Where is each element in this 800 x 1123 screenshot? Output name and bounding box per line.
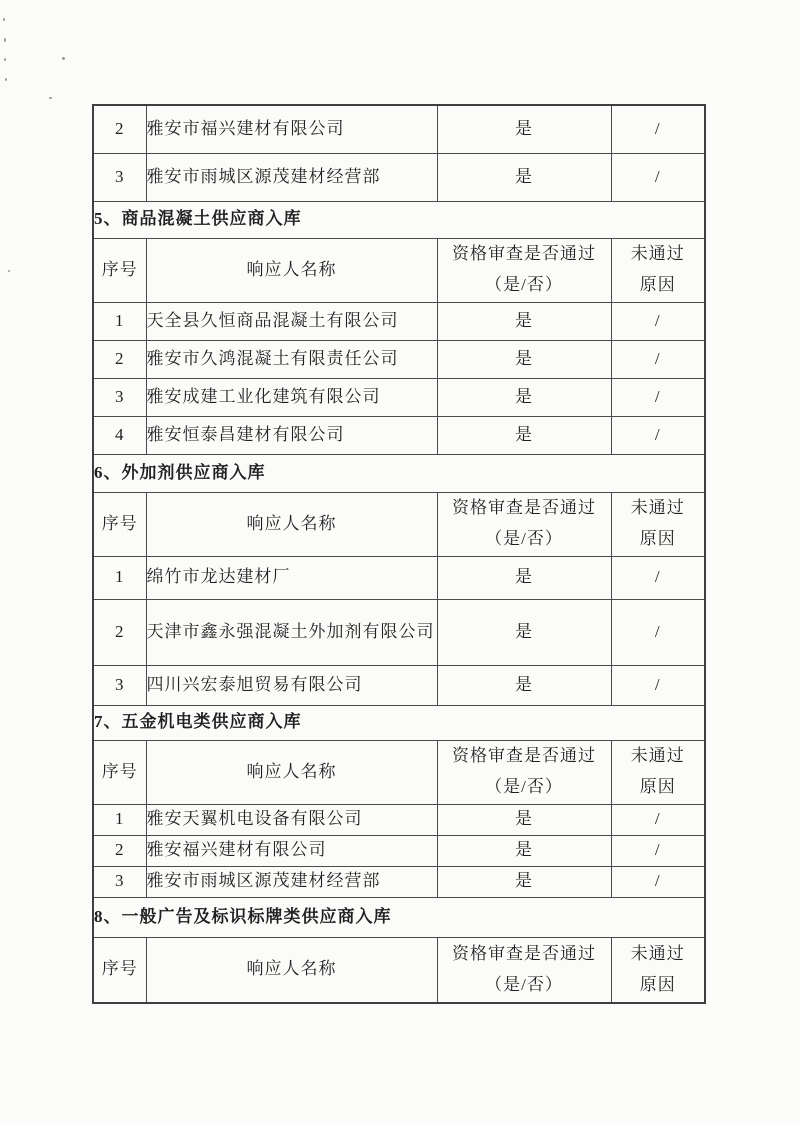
row-index: 2 bbox=[93, 599, 146, 665]
supplier-name: 雅安天翼机电设备有限公司 bbox=[146, 804, 437, 835]
supplier-name: 雅安福兴建材有限公司 bbox=[146, 835, 437, 866]
col-header-pass bbox=[437, 492, 611, 556]
col-header-pass bbox=[437, 238, 611, 302]
section-title: 7、五金机电类供应商入库 bbox=[93, 705, 705, 740]
scan-speck bbox=[8, 270, 10, 272]
col-header-pass-line2: （是/否） bbox=[485, 529, 563, 548]
row-index: 1 bbox=[93, 556, 146, 599]
col-header-reason bbox=[611, 740, 705, 804]
reason-value: / bbox=[611, 153, 705, 201]
row-index: 2 bbox=[93, 105, 146, 153]
table-row bbox=[93, 416, 705, 454]
reason-value: / bbox=[611, 866, 705, 897]
column-header-row bbox=[93, 937, 705, 1003]
col-header-pass bbox=[437, 937, 611, 1003]
section-title-row bbox=[93, 454, 705, 492]
table-row bbox=[93, 340, 705, 378]
col-header-reason-line1: 未通过 bbox=[630, 746, 685, 766]
row-index: 3 bbox=[93, 866, 146, 897]
reason-value: / bbox=[611, 835, 705, 866]
pass-value: 是 bbox=[437, 804, 611, 835]
row-index: 3 bbox=[93, 378, 146, 416]
row-index: 2 bbox=[93, 340, 146, 378]
pass-value: 是 bbox=[437, 556, 611, 599]
scan-speck bbox=[49, 97, 52, 99]
pass-value: 是 bbox=[437, 416, 611, 454]
section-title-row bbox=[93, 897, 705, 937]
col-header-reason-line2: 原因 bbox=[639, 529, 676, 548]
col-header-reason bbox=[611, 492, 705, 556]
pass-value: 是 bbox=[437, 105, 611, 153]
pass-value: 是 bbox=[437, 599, 611, 665]
col-header-name: 响应人名称 bbox=[146, 937, 437, 1003]
col-header-pass-line2: （是/否） bbox=[485, 777, 563, 796]
column-header-row bbox=[93, 238, 705, 302]
reason-value: / bbox=[611, 416, 705, 454]
supplier-name: 绵竹市龙达建材厂 bbox=[146, 556, 437, 599]
column-header-row bbox=[93, 740, 705, 804]
col-header-reason-line1: 未通过 bbox=[630, 498, 685, 518]
col-header-reason bbox=[611, 937, 705, 1003]
supplier-name: 雅安市雨城区源茂建材经营部 bbox=[146, 866, 437, 897]
pass-value: 是 bbox=[437, 340, 611, 378]
col-header-reason-line1: 未通过 bbox=[630, 944, 685, 964]
col-header-name: 响应人名称 bbox=[146, 492, 437, 556]
supplier-name: 雅安成建工业化建筑有限公司 bbox=[146, 378, 437, 416]
pass-value: 是 bbox=[437, 835, 611, 866]
section-title: 5、商品混凝土供应商入库 bbox=[93, 201, 705, 238]
reason-value: / bbox=[611, 302, 705, 340]
scan-speck bbox=[62, 57, 65, 60]
row-index: 1 bbox=[93, 804, 146, 835]
reason-value: / bbox=[611, 556, 705, 599]
table-row bbox=[93, 378, 705, 416]
table-row bbox=[93, 866, 705, 897]
scan-speck bbox=[5, 78, 7, 81]
supplier-name: 天全县久恒商品混凝土有限公司 bbox=[146, 302, 437, 340]
table-row bbox=[93, 153, 705, 201]
reason-value: / bbox=[611, 340, 705, 378]
column-header-row bbox=[93, 492, 705, 556]
supplier-table-body bbox=[93, 105, 705, 1003]
col-header-index: 序号 bbox=[93, 238, 146, 302]
pass-value: 是 bbox=[437, 302, 611, 340]
reason-value: / bbox=[611, 804, 705, 835]
row-index: 3 bbox=[93, 665, 146, 705]
scan-speck bbox=[4, 58, 6, 61]
pass-value: 是 bbox=[437, 378, 611, 416]
scan-speck bbox=[4, 38, 6, 42]
table-row bbox=[93, 556, 705, 599]
section-title-row bbox=[93, 201, 705, 238]
supplier-name: 雅安市福兴建材有限公司 bbox=[146, 105, 437, 153]
col-header-index: 序号 bbox=[93, 492, 146, 556]
reason-value: / bbox=[611, 378, 705, 416]
supplier-name: 雅安恒泰昌建材有限公司 bbox=[146, 416, 437, 454]
col-header-pass bbox=[437, 740, 611, 804]
reason-value: / bbox=[611, 105, 705, 153]
col-header-name: 响应人名称 bbox=[146, 740, 437, 804]
col-header-pass-line2: （是/否） bbox=[485, 974, 563, 994]
supplier-qualification-table bbox=[92, 104, 706, 1004]
scan-speck bbox=[3, 18, 5, 21]
col-header-index: 序号 bbox=[93, 937, 146, 1003]
row-index: 1 bbox=[93, 302, 146, 340]
col-header-index: 序号 bbox=[93, 740, 146, 804]
section-title-row bbox=[93, 705, 705, 740]
pass-value: 是 bbox=[437, 866, 611, 897]
supplier-name: 天津市鑫永强混凝土外加剂有限公司 bbox=[146, 599, 437, 665]
row-index: 4 bbox=[93, 416, 146, 454]
pass-value: 是 bbox=[437, 153, 611, 201]
col-header-pass-line2: （是/否） bbox=[485, 275, 563, 294]
supplier-name: 雅安市久鸿混凝土有限责任公司 bbox=[146, 340, 437, 378]
table-row bbox=[93, 599, 705, 665]
table-row bbox=[93, 804, 705, 835]
table-row bbox=[93, 835, 705, 866]
supplier-name: 四川兴宏泰旭贸易有限公司 bbox=[146, 665, 437, 705]
col-header-reason-line2: 原因 bbox=[639, 275, 676, 294]
pass-value: 是 bbox=[437, 665, 611, 705]
col-header-reason-line1: 未通过 bbox=[630, 244, 685, 264]
table-row bbox=[93, 302, 705, 340]
col-header-pass-line1: 资格审查是否通过 bbox=[452, 498, 596, 518]
table-row bbox=[93, 665, 705, 705]
col-header-pass-line1: 资格审查是否通过 bbox=[452, 244, 596, 264]
col-header-reason-line2: 原因 bbox=[639, 974, 676, 994]
table-row bbox=[93, 105, 705, 153]
row-index: 3 bbox=[93, 153, 146, 201]
section-title: 6、外加剂供应商入库 bbox=[93, 454, 705, 492]
row-index: 2 bbox=[93, 835, 146, 866]
col-header-reason-line2: 原因 bbox=[639, 777, 676, 796]
col-header-pass-line1: 资格审查是否通过 bbox=[452, 746, 596, 766]
col-header-reason bbox=[611, 238, 705, 302]
reason-value: / bbox=[611, 665, 705, 705]
reason-value: / bbox=[611, 599, 705, 665]
section-title: 8、一般广告及标识标牌类供应商入库 bbox=[93, 897, 705, 937]
col-header-name: 响应人名称 bbox=[146, 238, 437, 302]
col-header-pass-line1: 资格审查是否通过 bbox=[452, 944, 596, 964]
supplier-name: 雅安市雨城区源茂建材经营部 bbox=[146, 153, 437, 201]
